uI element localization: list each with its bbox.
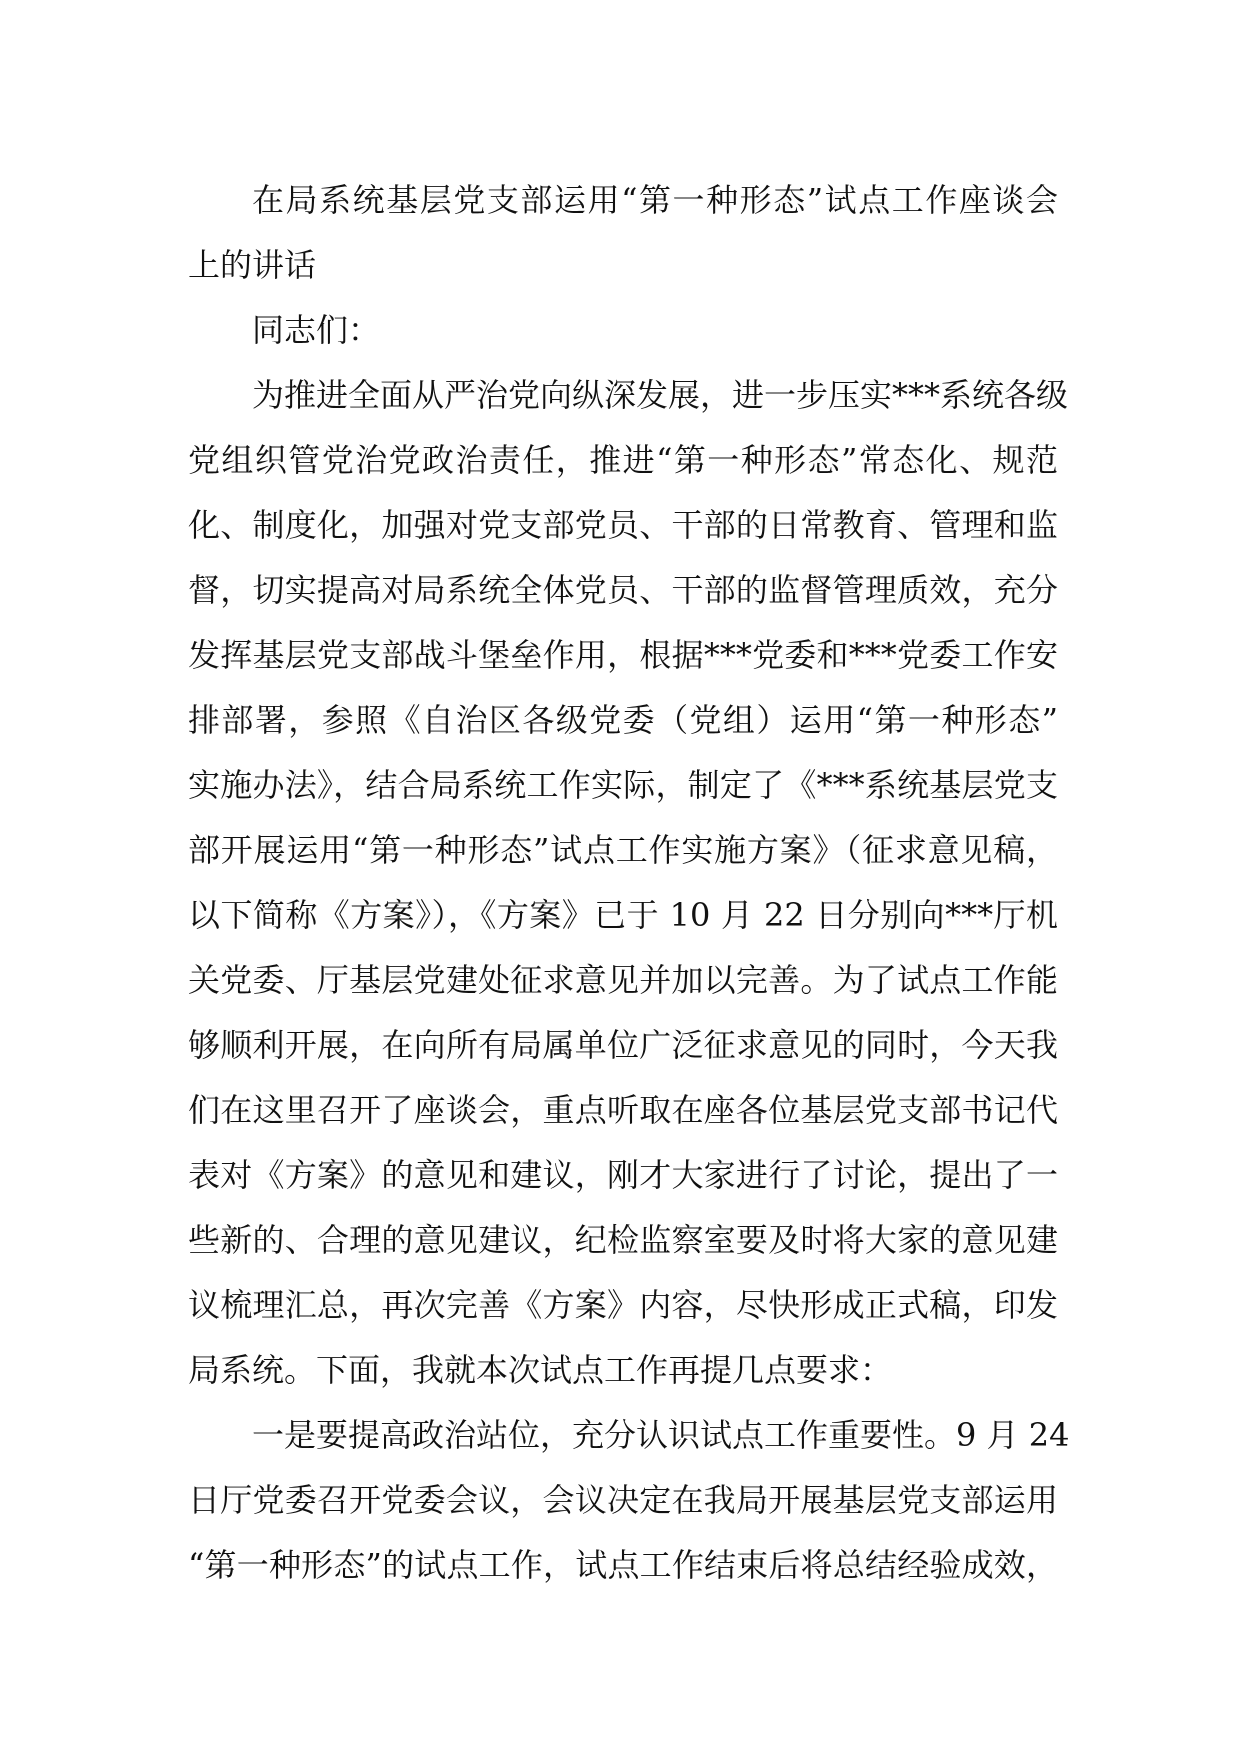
paragraph-line: 督，切实提高对局系统全体党员、干部的监督管理质效，充分: [188, 571, 1058, 609]
paragraph-line: 们在这里召开了座谈会，重点听取在座各位基层党支部书记代: [188, 1091, 1058, 1129]
paragraph-line: “第一种形态”的试点工作，试点工作结束后将总结经验成效，: [188, 1546, 1058, 1584]
paragraph-line: 党组织管党治党政治责任，推进“第一种形态”常态化、规范: [188, 441, 1058, 479]
paragraph-line: 议梳理汇总，再次完善《方案》内容，尽快形成正式稿，印发: [188, 1286, 1058, 1324]
paragraph-line: 部开展运用“第一种形态”试点工作实施方案》（征求意见稿，: [188, 831, 1058, 869]
title-line: 在局系统基层党支部运用“第一种形态”试点工作座谈会: [252, 181, 1058, 219]
paragraph-line: 一是要提高政治站位，充分认识试点工作重要性。9 月 24: [252, 1416, 1070, 1454]
paragraph-line: 够顺利开展，在向所有局属单位广泛征求意见的同时，今天我: [188, 1026, 1058, 1064]
paragraph-line: 日厅党委召开党委会议，会议决定在我局开展基层党支部运用: [188, 1481, 1058, 1519]
paragraph-line: 以下简称《方案》），《方案》已于 10 月 22 日分别向***厅机: [188, 896, 1058, 934]
paragraph-line: 发挥基层党支部战斗堡垒作用，根据***党委和***党委工作安: [188, 636, 1058, 674]
paragraph-line: 实施办法》，结合局系统工作实际，制定了《***系统基层党支: [188, 766, 1058, 804]
paragraph-line: 化、制度化，加强对党支部党员、干部的日常教育、管理和监: [188, 506, 1058, 544]
salutation: 同志们：: [252, 311, 381, 349]
paragraph-line: 排部署，参照《自治区各级党委（党组）运用“第一种形态”: [188, 701, 1058, 739]
paragraph-line: 局系统。下面，我就本次试点工作再提几点要求：: [188, 1351, 893, 1389]
paragraph-line: 关党委、厅基层党建处征求意见并加以完善。为了试点工作能: [188, 961, 1058, 999]
document-body: [188, 168, 1070, 1598]
paragraph-line: 些新的、合理的意见建议，纪检监察室要及时将大家的意见建: [188, 1221, 1058, 1259]
title-line: 上的讲话: [188, 246, 317, 284]
paragraph-line: 表对《方案》的意见和建议，刚才大家进行了讨论，提出了一: [188, 1156, 1058, 1194]
paragraph-line: 为推进全面从严治党向纵深发展，进一步压实***系统各级: [252, 376, 1069, 414]
